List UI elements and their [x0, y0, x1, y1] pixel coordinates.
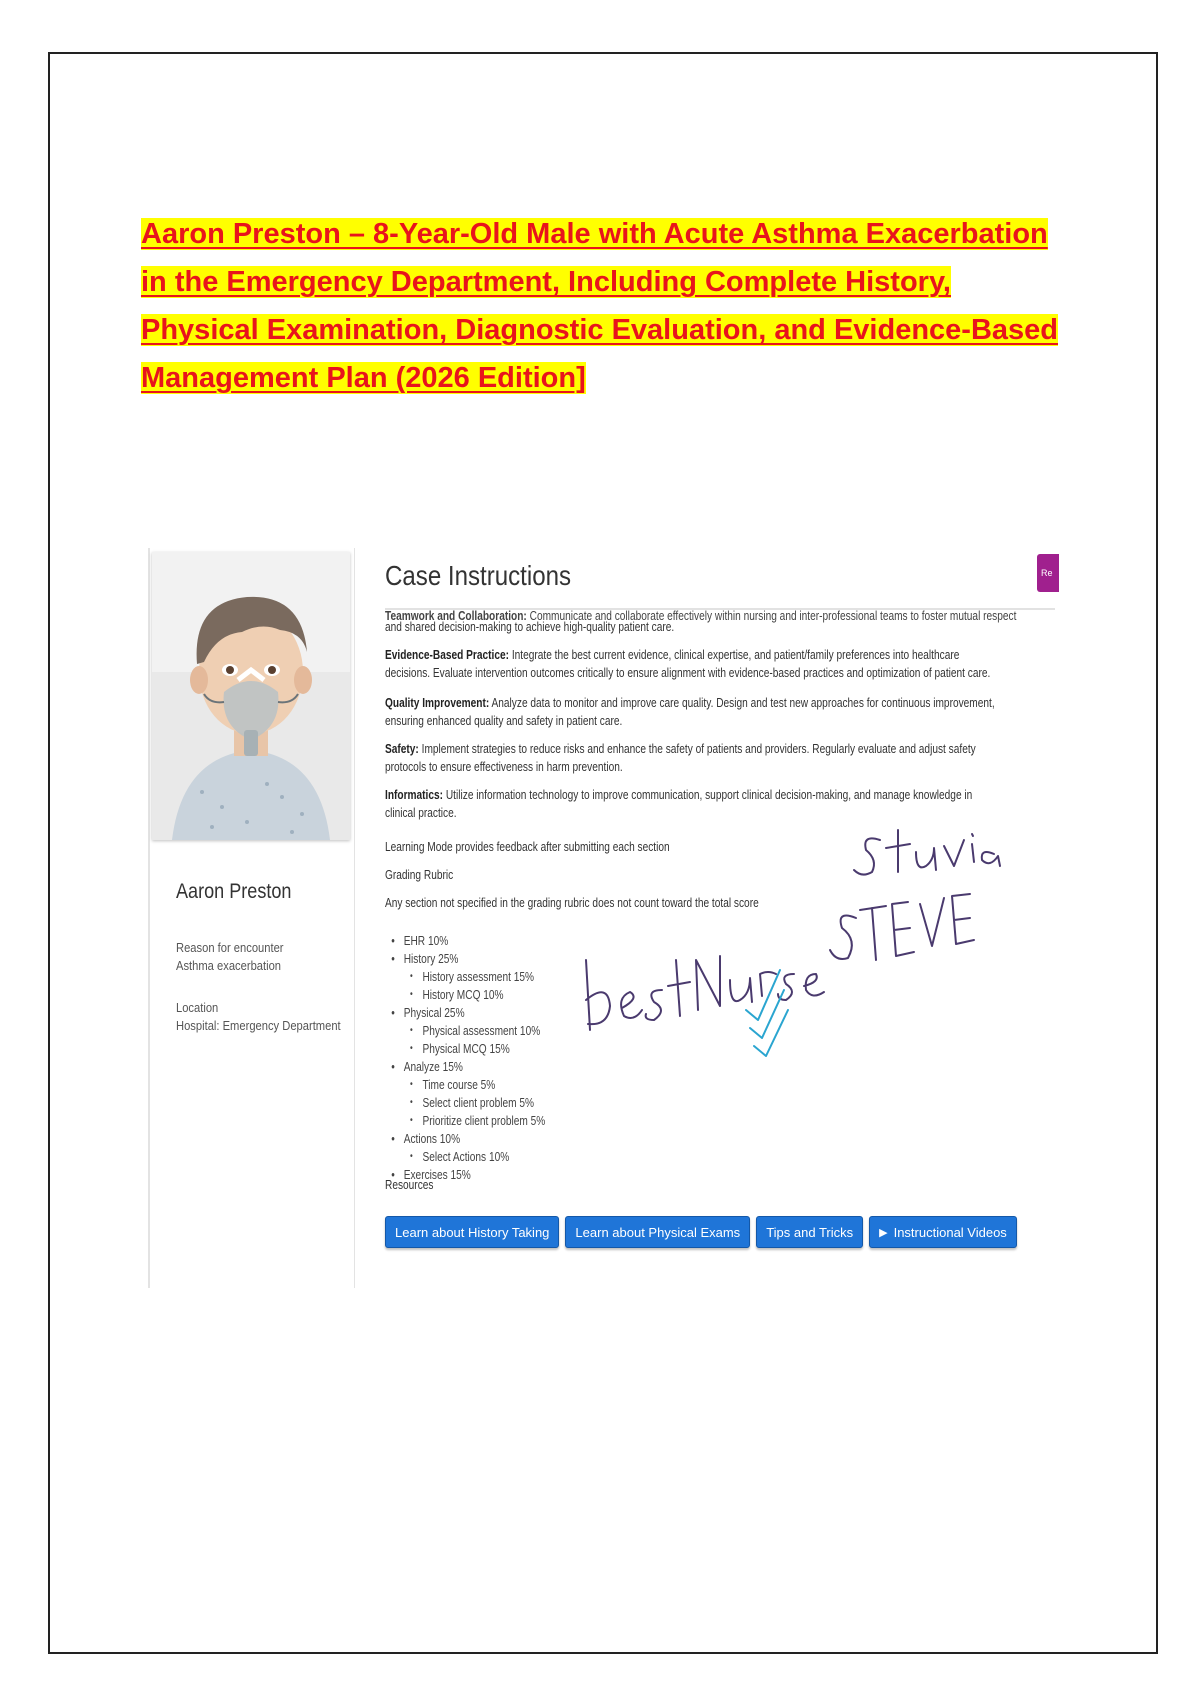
reason-label: Reason for encounter — [176, 940, 284, 955]
evidence-based-practice-paragraph: Evidence-Based Practice: Integrate the best current evidence, clinical expertise, and patient/family preferences into healthcare decisions. Evaluate intervention outcomes critically to ensure alignment with evidence-based practices and optimization of patient care. — [385, 647, 991, 680]
resource-button-label: Tips and Tricks — [766, 1224, 854, 1240]
rubric-item: • Analyze 15% — [385, 1058, 853, 1076]
rubric-subitem: • Select client problem 5% — [385, 1094, 853, 1112]
document-title: Aaron Preston – 8-Year-Old Male with Acute Asthma Exacerbation in the Emergency Department, Including Complete History, Physical Examination, Diagnostic Evaluation, and Evidence-Based Management Plan (2026 Edition] — [141, 218, 1058, 394]
rubric-subitem: • History MCQ 10% — [385, 986, 853, 1004]
location-label: Location — [176, 1000, 219, 1015]
clipped-teamwork-line: Teamwork and Collaboration: Communicate and collaborate effectively within nursing and inter-professional teams to foster mutual respect — [385, 608, 1017, 623]
handwritten-signature — [580, 810, 1000, 1070]
rubric-item: • History 25% — [385, 950, 853, 968]
rubric-subitem: • Prioritize client problem 5% — [385, 1112, 853, 1130]
patient-name: Aaron Preston — [176, 880, 292, 903]
learning-mode-note: Learning Mode provides feedback after submitting each section — [385, 839, 670, 854]
resource-button-tips-and-tricks[interactable] — [756, 1216, 863, 1248]
rubric-subitem: • Physical MCQ 15% — [385, 1040, 853, 1058]
rubric-subitem: • History assessment 15% — [385, 968, 853, 986]
rubric-subitem: • Physical assessment 10% — [385, 1022, 853, 1040]
resource-button-learn-about-physical-exams[interactable] — [565, 1216, 750, 1248]
rubric-item: • Exercises 15% — [385, 1166, 853, 1184]
resource-button-label: Learn about History Taking — [395, 1224, 550, 1240]
safety-paragraph: Safety: Implement strategies to reduce risks and enhance the safety of patients and providers. Regularly evaluate and adjust safety protocols to ensure effectiveness in harm prevention. — [385, 741, 976, 774]
patient-photo — [152, 552, 350, 840]
resource-buttons — [385, 1216, 1017, 1248]
rubric-item: • Actions 10% — [385, 1130, 853, 1148]
rubric-item: • Physical 25% — [385, 1004, 853, 1022]
resources-label: Resources — [385, 1177, 434, 1192]
rubric-subitem: • Select Actions 10% — [385, 1148, 853, 1166]
resource-button-instructional-videos[interactable] — [869, 1216, 1017, 1248]
patient-avatar-illustration — [152, 552, 350, 840]
corner-action-button[interactable]: Re — [1037, 554, 1059, 592]
informatics-paragraph: Informatics: Utilize information technology to improve communication, support clinical decision-making, and manage knowledge in clinical practice. — [385, 787, 973, 820]
grading-rubric-heading: Grading Rubric — [385, 867, 454, 882]
patient-panel — [148, 548, 355, 1288]
reason-value: Asthma exacerbation — [176, 958, 282, 973]
quality-improvement-paragraph: Quality Improvement: Analyze data to monitor and improve care quality. Design and test new approaches for continuous improvement, ensuring enhanced quality and safety in patient care. — [385, 695, 995, 728]
play-icon: ▶ — [879, 1226, 888, 1239]
grading-note: Any section not specified in the grading rubric does not count toward the total score — [385, 895, 759, 910]
teamwork-continuation: and shared decision-making to achieve high-quality patient care. — [385, 619, 675, 634]
resource-button-learn-about-history-taking[interactable] — [385, 1216, 559, 1248]
rubric-subitem: • Time course 5% — [385, 1076, 853, 1094]
rubric-item: • EHR 10% — [385, 932, 853, 950]
resource-button-label: Learn about Physical Exams — [575, 1224, 741, 1240]
location-value: Hospital: Emergency Department — [176, 1018, 341, 1033]
case-title: Case Instructions — [385, 560, 572, 591]
resource-button-label: Instructional Videos — [893, 1224, 1007, 1240]
